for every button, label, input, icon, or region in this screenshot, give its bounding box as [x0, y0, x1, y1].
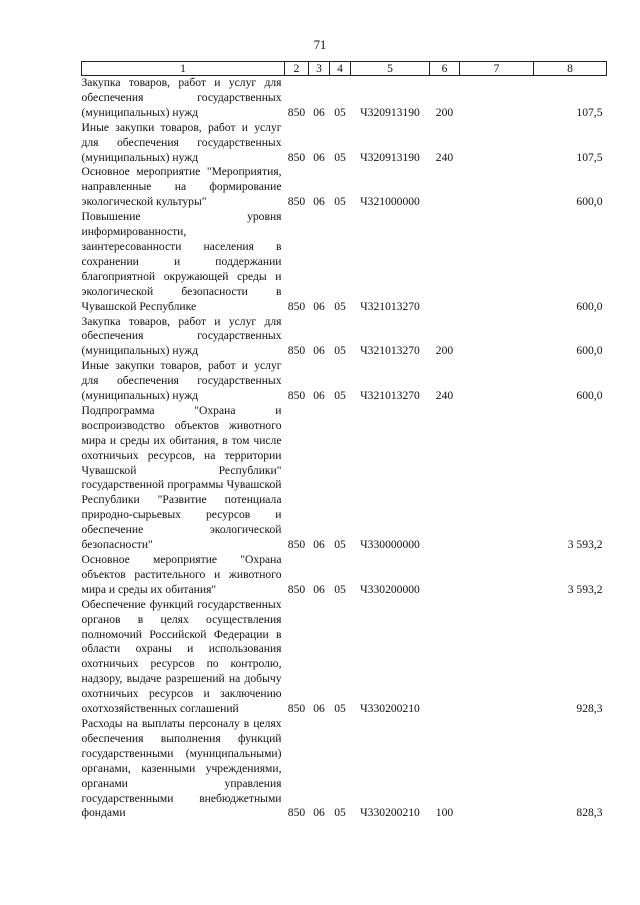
row-code-6-cell: 200 — [435, 344, 454, 358]
column-header: 2 — [285, 62, 309, 76]
row-amount-cell: 600,0 — [576, 299, 603, 313]
row-code-4-cell: 05 — [334, 806, 346, 820]
row-amount-cell: 600,0 — [576, 195, 603, 209]
row-code-2-cell: 850 — [287, 344, 306, 358]
table-row — [82, 76, 607, 121]
row-code-7-cell — [460, 315, 534, 360]
row-code-4-cell: 05 — [334, 344, 346, 358]
column-header: 3 — [309, 62, 330, 76]
row-code-2-cell: 850 — [287, 538, 306, 552]
row-code-4-cell: 05 — [334, 195, 346, 209]
row-code-5-cell: Ч320913190 — [360, 105, 420, 119]
row-code-2-cell: 850 — [287, 195, 306, 209]
table-row — [82, 121, 607, 166]
row-code-7-cell — [460, 598, 534, 717]
row-code-5-cell: Ч321000000 — [360, 195, 420, 209]
row-code-7-cell — [460, 165, 534, 210]
row-name-cell: Расходы на выплаты персоналу в целях обеспечения выполнения функций государственными (муниципальными) органами, казенными учреждениями, органами управления государственными внебюджетными фондами — [81, 716, 282, 820]
row-code-4-cell: 05 — [334, 105, 346, 119]
row-name-cell: Иные закупки товаров, работ и услуг для обеспечения государственных (муниципальных) нужд — [81, 120, 282, 164]
row-code-4-cell: 05 — [334, 538, 346, 552]
column-header: 1 — [82, 62, 285, 76]
column-header: 8 — [534, 62, 607, 76]
row-code-4-cell: 05 — [334, 389, 346, 403]
row-amount-cell: 600,0 — [576, 344, 603, 358]
row-code-4-cell: 05 — [334, 702, 346, 716]
table-row — [82, 553, 607, 598]
row-code-4-cell: 05 — [334, 299, 346, 313]
table-row — [82, 210, 607, 314]
row-amount-cell: 3 593,2 — [567, 538, 603, 552]
row-code-3-cell: 06 — [313, 344, 325, 358]
row-code-5-cell: Ч330200210 — [360, 702, 420, 716]
row-code-6-cell — [430, 165, 460, 210]
row-code-7-cell — [460, 76, 534, 121]
row-code-6-cell: 100 — [435, 806, 454, 820]
page-number: 71 — [313, 38, 327, 52]
row-code-5-cell: Ч321013270 — [360, 389, 420, 403]
row-code-4-cell: 05 — [334, 582, 346, 596]
table-body — [82, 76, 607, 822]
header-row — [82, 62, 607, 76]
row-code-6-cell — [430, 210, 460, 314]
row-amount-cell: 928,3 — [576, 702, 603, 716]
column-header: 7 — [460, 62, 534, 76]
row-code-5-cell: Ч321013270 — [360, 344, 420, 358]
column-header: 4 — [330, 62, 351, 76]
row-code-7-cell — [460, 121, 534, 166]
row-code-2-cell: 850 — [287, 806, 306, 820]
row-code-3-cell: 06 — [313, 150, 325, 164]
row-code-3-cell: 06 — [313, 195, 325, 209]
table-row — [82, 598, 607, 717]
row-name-cell: Повышение уровня информированности, заинтересованности населения в сохранении и поддержании благоприятной окружающей среды и экологической безопасности в Чувашской Республике — [81, 210, 282, 313]
row-code-3-cell: 06 — [313, 702, 325, 716]
row-code-3-cell: 06 — [313, 806, 325, 820]
table-row — [82, 359, 607, 404]
row-code-3-cell: 06 — [313, 299, 325, 313]
row-code-2-cell: 850 — [287, 702, 306, 716]
row-code-6-cell: 240 — [435, 150, 454, 164]
row-code-2-cell: 850 — [287, 389, 306, 403]
row-code-5-cell: Ч320913190 — [360, 150, 420, 164]
row-code-7-cell — [460, 717, 534, 821]
row-code-5-cell: Ч330200210 — [360, 806, 420, 820]
row-name-cell: Основное мероприятие "Охрана объектов растительного и животного мира и среды их обитания" — [81, 553, 282, 596]
row-code-6-cell — [430, 553, 460, 598]
row-code-3-cell: 06 — [313, 582, 325, 596]
row-code-5-cell: Ч321013270 — [360, 299, 420, 313]
row-code-3-cell: 06 — [313, 538, 325, 552]
row-amount-cell: 828,3 — [576, 806, 603, 820]
row-name-cell: Основное мероприятие "Мероприятия, направленные на формирование экологической культуры" — [81, 165, 282, 209]
row-code-7-cell — [460, 359, 534, 404]
row-code-2-cell: 850 — [287, 150, 306, 164]
row-name-cell: Обеспечение функций государственных органов в целях осуществления полномочий Российской Федерации в области охраны и использования охотничьих ресурсов по контролю, надзору, выдаче разрешений на добычу охотничьих ресурсов и заключению охотхозяйственных соглашений — [81, 597, 282, 716]
row-amount-cell: 107,5 — [576, 150, 603, 164]
row-code-7-cell — [460, 404, 534, 553]
row-amount-cell: 3 593,2 — [567, 582, 603, 596]
row-code-2-cell: 850 — [287, 105, 306, 119]
row-code-5-cell: Ч330000000 — [360, 538, 420, 552]
table-row — [82, 315, 607, 360]
row-name-cell: Закупка товаров, работ и услуг для обеспечения государственных (муниципальных) нужд — [81, 76, 282, 119]
budget-table — [81, 61, 607, 821]
table-row — [82, 717, 607, 821]
row-code-6-cell: 240 — [435, 389, 454, 403]
table-row — [82, 404, 607, 553]
column-header: 6 — [430, 62, 460, 76]
row-code-6-cell: 200 — [435, 105, 454, 119]
row-code-2-cell: 850 — [287, 299, 306, 313]
row-code-5-cell: Ч330200000 — [360, 582, 420, 596]
row-code-6-cell — [430, 598, 460, 717]
row-code-7-cell — [460, 553, 534, 598]
row-name-cell: Иные закупки товаров, работ и услуг для обеспечения государственных (муниципальных) нужд — [81, 359, 282, 403]
row-code-6-cell — [430, 404, 460, 553]
row-code-3-cell: 06 — [313, 389, 325, 403]
row-code-3-cell: 06 — [313, 105, 325, 119]
row-code-2-cell: 850 — [287, 582, 306, 596]
row-name-cell: Закупка товаров, работ и услуг для обеспечения государственных (муниципальных) нужд — [81, 314, 282, 358]
row-amount-cell: 107,5 — [576, 105, 603, 119]
row-code-4-cell: 05 — [334, 150, 346, 164]
row-amount-cell: 600,0 — [576, 389, 603, 403]
column-header: 5 — [351, 62, 430, 76]
table-row — [82, 165, 607, 210]
row-code-7-cell — [460, 210, 534, 314]
row-name-cell: Подпрограмма "Охрана и воспроизводство объектов животного мира и среды их обитания, в том числе охотничьих ресурсов, на территории Чувашской Республики" государственной программы Чувашской Республики "Развитие потенциала природно-сырьевых ресурсов и обеспечение экологической безопасности" — [81, 403, 282, 552]
